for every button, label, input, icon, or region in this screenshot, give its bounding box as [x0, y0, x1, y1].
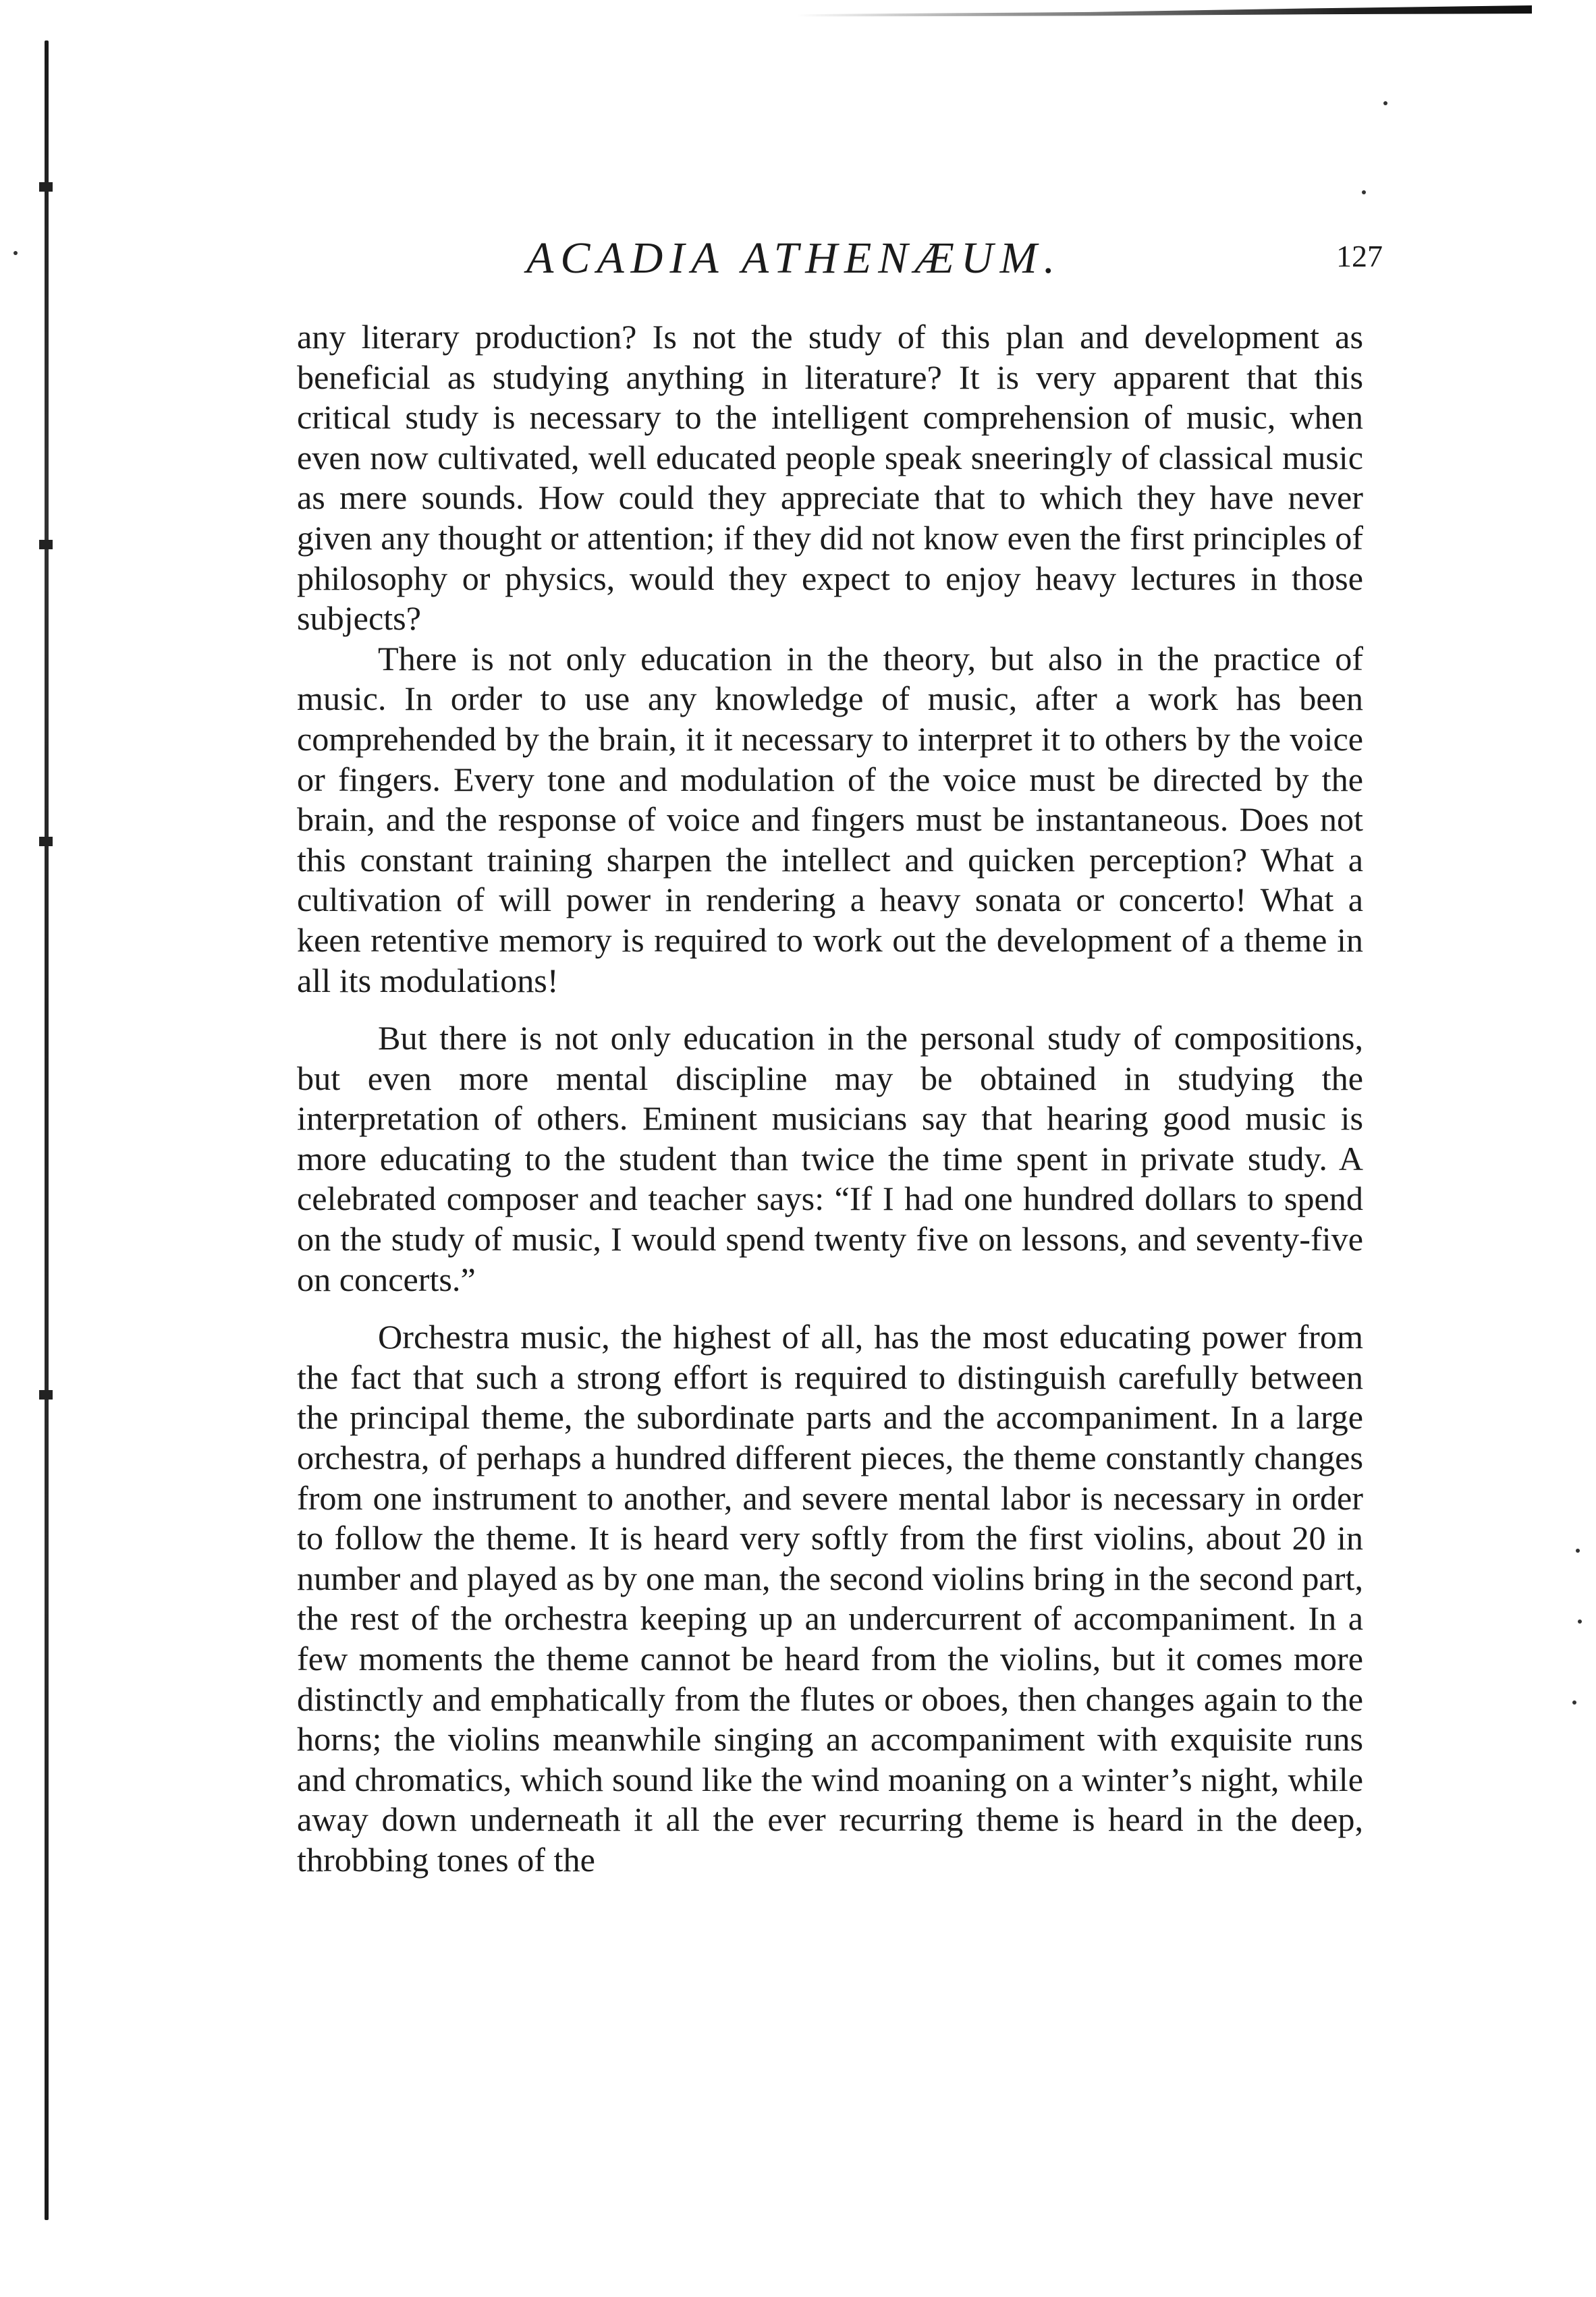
binding-notch	[39, 540, 53, 549]
scan-left-binding-edge	[39, 40, 51, 2220]
binding-notch	[39, 182, 53, 192]
article-body	[297, 317, 1363, 1881]
paragraph: But there is not only education in the personal study of compositions, but even more mental discipline may be obtained in studying the interpretation of others. Eminent musicians say that hearing good music is more educating to the student than twice the time spent in private study. A celebrated composer and teacher says: “If I had one hundred dollars to spend on the study of music, I would spend twenty five on lessons, and seventy-five on concerts.”	[297, 1019, 1363, 1298]
paragraph-continued: any literary production? Is not the study of this plan and development as beneficial as studying anything in literature? It is very apparent that this critical study is necessary to the intelligent comprehension of music, when even now cultivated, well educated people speak sneeringly of classical music as mere sounds. How could they appreciate that to which they have never given any thought or attention; if they did not know even the first principles of philosophy or physics, would they expect to enjoy heavy lectures in those subjects?	[297, 318, 1363, 638]
scan-top-rule	[796, 5, 1532, 20]
binding-notch	[39, 837, 53, 846]
scan-speck	[1578, 1620, 1582, 1624]
scan-speck	[1383, 101, 1387, 105]
journal-title: ACADIA ATHENÆUM.	[526, 233, 1062, 283]
binding-bar	[45, 40, 49, 2220]
scan-speck	[1576, 1549, 1580, 1553]
binding-notch	[39, 1390, 53, 1400]
paragraph: There is not only education in the theory, but also in the practice of music. In order to use any knowledge of music, after a work has been comprehended by the brain, it it necessary to interpret it to others by the voice or fingers. Every tone and modulation of the voice must be directed by the brain, and the response of voice and fingers must be instantaneous. Does not this constant training sharpen the intellect and quicken perception? What a cultivation of will power in rendering a heavy sonata or concerto! What a keen retentive memory is required to work out the development of a theme in all its modulations!	[297, 639, 1363, 999]
scan-speck	[1572, 1700, 1576, 1705]
running-head	[0, 233, 1596, 287]
paragraph: Orchestra music, the highest of all, has the most educating power from the fact that such a strong effort is required to distinguish carefully between the principal theme, the subordinate parts and the accompaniment. In a large orchestra, of perhaps a hundred different pieces, the theme constantly changes from one instrument to another, and severe mental labor is necessary in order to follow the theme. It is heard very softly from the first violins, about 20 in number and played as by one man, the second violins bring in the second part, the rest of the orchestra keeping up an undercurrent of accompaniment. In a few moments the theme cannot be heard from the violins, but it comes more distinctly and emphatically from the flutes or oboes, then changes again to the horns; the violins meanwhile singing an accompaniment with exquisite runs and chromatics, which sound like the wind moaning on a winter’s night, while away down underneath it all the ever recurring theme is heard in the deep, throbbing tones of the	[297, 1318, 1363, 1879]
page-number: 127	[1336, 239, 1383, 273]
scan-speck	[1362, 190, 1366, 194]
